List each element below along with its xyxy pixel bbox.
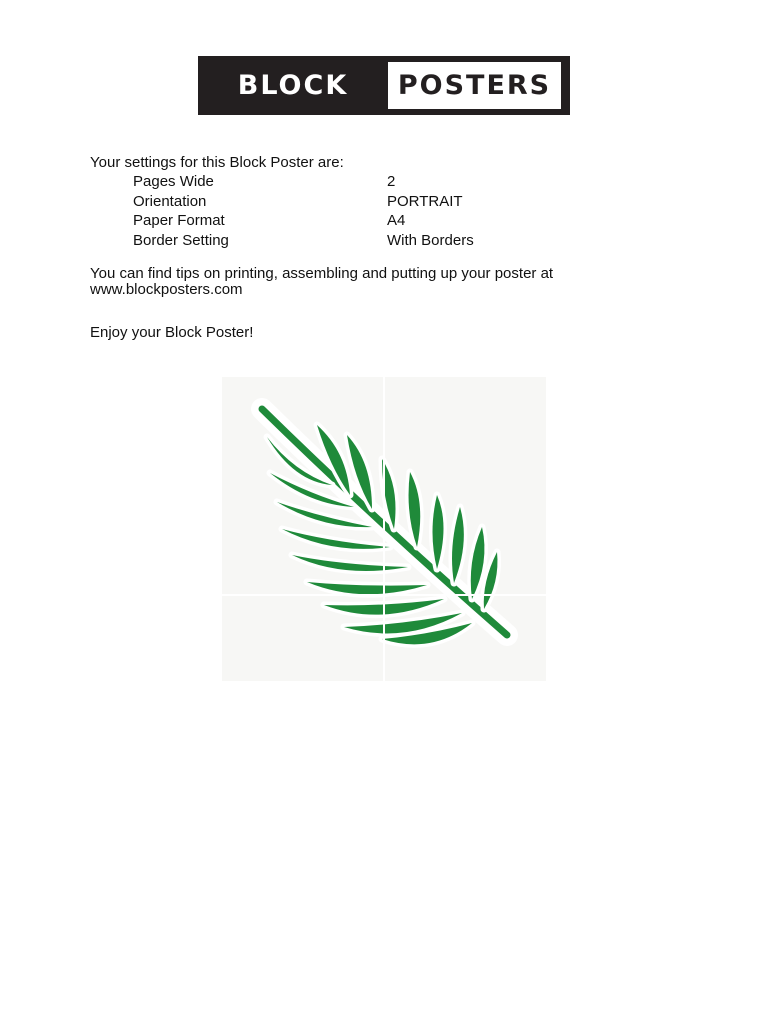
setting-value-pages-wide: 2	[387, 173, 396, 190]
closing-message: Enjoy your Block Poster!	[90, 324, 254, 341]
setting-label-paper-format: Paper Format	[133, 212, 225, 229]
setting-label-orientation: Orientation	[133, 193, 207, 210]
palm-leaf-image	[222, 377, 546, 681]
settings-intro: Your settings for this Block Poster are:	[90, 154, 344, 171]
setting-label-border-setting: Border Setting	[133, 232, 229, 249]
setting-value-border-setting: With Borders	[387, 232, 474, 249]
poster-preview	[222, 377, 546, 681]
logo-word-block: BLOCK	[237, 70, 349, 101]
tips-line-1: You can find tips on printing, assembling and putting up your poster at	[90, 265, 554, 282]
tips-text	[90, 266, 553, 298]
tips-url: www.blockposters.com	[90, 281, 243, 298]
setting-value-orientation: PORTRAIT	[387, 193, 463, 210]
setting-value-paper-format: A4	[387, 212, 406, 229]
setting-label-pages-wide: Pages Wide	[133, 173, 214, 190]
block-posters-logo	[198, 56, 570, 115]
logo-word-posters: POSTERS	[388, 62, 561, 109]
